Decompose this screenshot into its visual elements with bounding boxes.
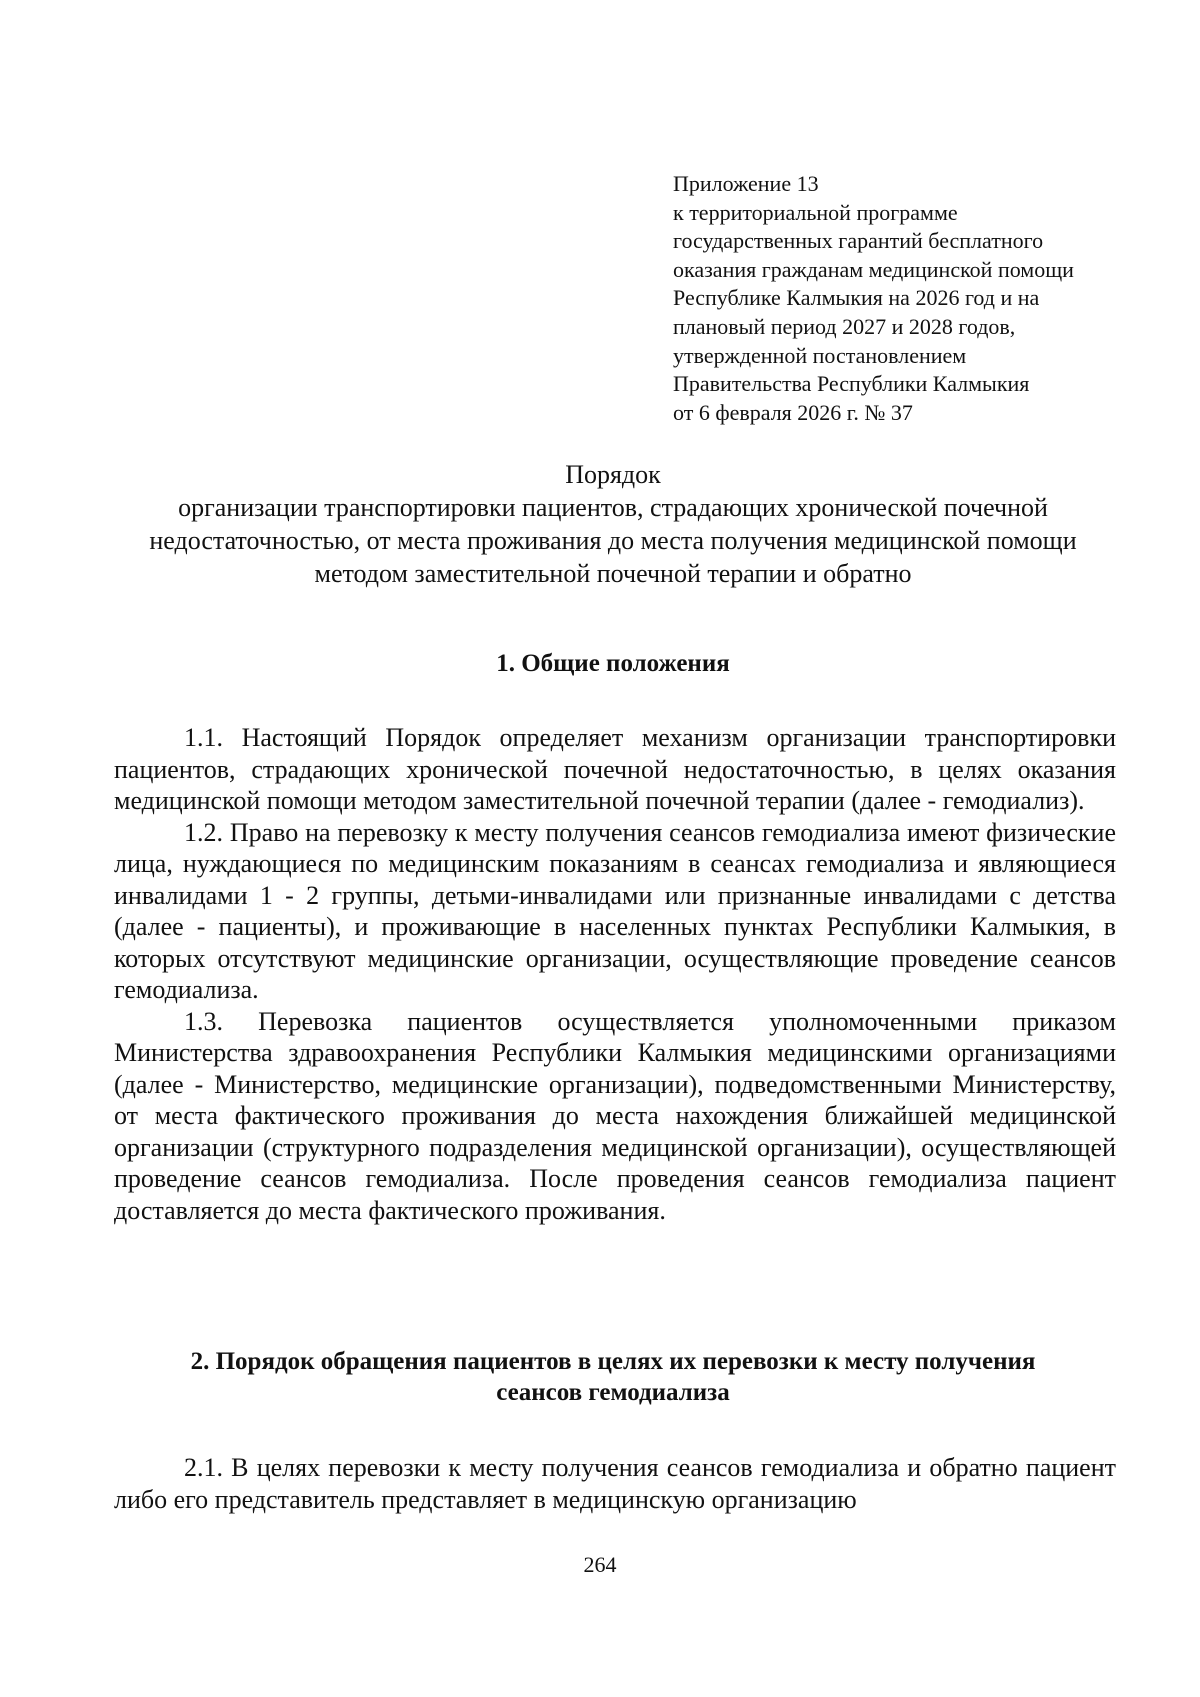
section-2-body xyxy=(114,1452,1116,1515)
appendix-line: Республике Калмыкия на 2026 год и на xyxy=(673,285,1040,311)
title-line: методом заместительной почечной терапии и обратно xyxy=(314,559,912,588)
paragraph-1-2: 1.2. Право на перевозку к месту получения сеансов гемодиализа имеют физические лица, нуждающиеся по медицинским показаниям в сеансах гемодиализа и являющиеся инвалидами 1 - 2 группы, детьми-инвалидами или признанные инвалидами с детства (далее - пациенты), и проживающие в населенных пунктах Республики Калмыкия, в которых отсутствуют медицинские организации, осуществляющие проведение сеансов гемодиализа. xyxy=(114,817,1116,1004)
document-title xyxy=(110,458,1116,590)
section-1-body xyxy=(114,722,1116,1226)
appendix-line: оказания гражданам медицинской помощи xyxy=(673,256,1074,282)
appendix-line: к территориальной программе xyxy=(673,199,958,225)
title-word: Порядок xyxy=(565,460,661,489)
appendix-line: Приложение 13 xyxy=(673,171,819,196)
section-1-heading: 1. Общие положения xyxy=(496,650,730,677)
section-2-heading-line: 2. Порядок обращения пациентов в целях их перевозки к месту получения xyxy=(190,1348,1036,1375)
appendix-line: плановый период 2027 и 2028 годов, xyxy=(673,313,1016,339)
appendix-line: утвержденной постановлением xyxy=(673,342,967,368)
appendix-line: от 6 февраля 2026 г. № 37 xyxy=(673,399,913,425)
appendix-line: государственных гарантий бесплатного xyxy=(673,228,1044,254)
paragraph-1-1: 1.1. Настоящий Порядок определяет механизм организации транспортировки пациентов, страдающих хронической почечной недостаточностью, в целях оказания медицинской помощи методом заместительной почечной терапии (далее - гемодиализ). xyxy=(114,723,1116,815)
appendix-note xyxy=(673,170,1143,427)
section-2-heading-line: сеансов гемодиализа xyxy=(496,1379,730,1406)
title-line: недостаточностью, от места проживания до места получения медицинской помощи xyxy=(149,526,1077,555)
paragraph-1-3: 1.3. Перевозка пациентов осуществляется уполномоченными приказом Министерства здравоохранения Республики Калмыкия медицинскими организациями (далее - Министерство, медицинские организации), подведомственными Министерству, от места фактического проживания до места нахождения ближайшей медицинской организации (структурного подразделения медицинской организации), осуществляющей проведение сеансов гемодиализа. После проведения сеансов гемодиализа пациент доставляется до места фактического проживания. xyxy=(114,1006,1116,1225)
title-line: организации транспортировки пациентов, страдающих хронической почечной xyxy=(178,493,1048,522)
page-number: 264 xyxy=(583,1552,617,1577)
paragraph-2-1: 2.1. В целях перевозки к месту получения сеансов гемодиализа и обратно пациент либо его представитель представляет в медицинскую организацию xyxy=(114,1453,1116,1514)
appendix-line: Правительства Республики Калмыкия xyxy=(673,371,1030,397)
section-2-heading xyxy=(110,1346,1116,1408)
